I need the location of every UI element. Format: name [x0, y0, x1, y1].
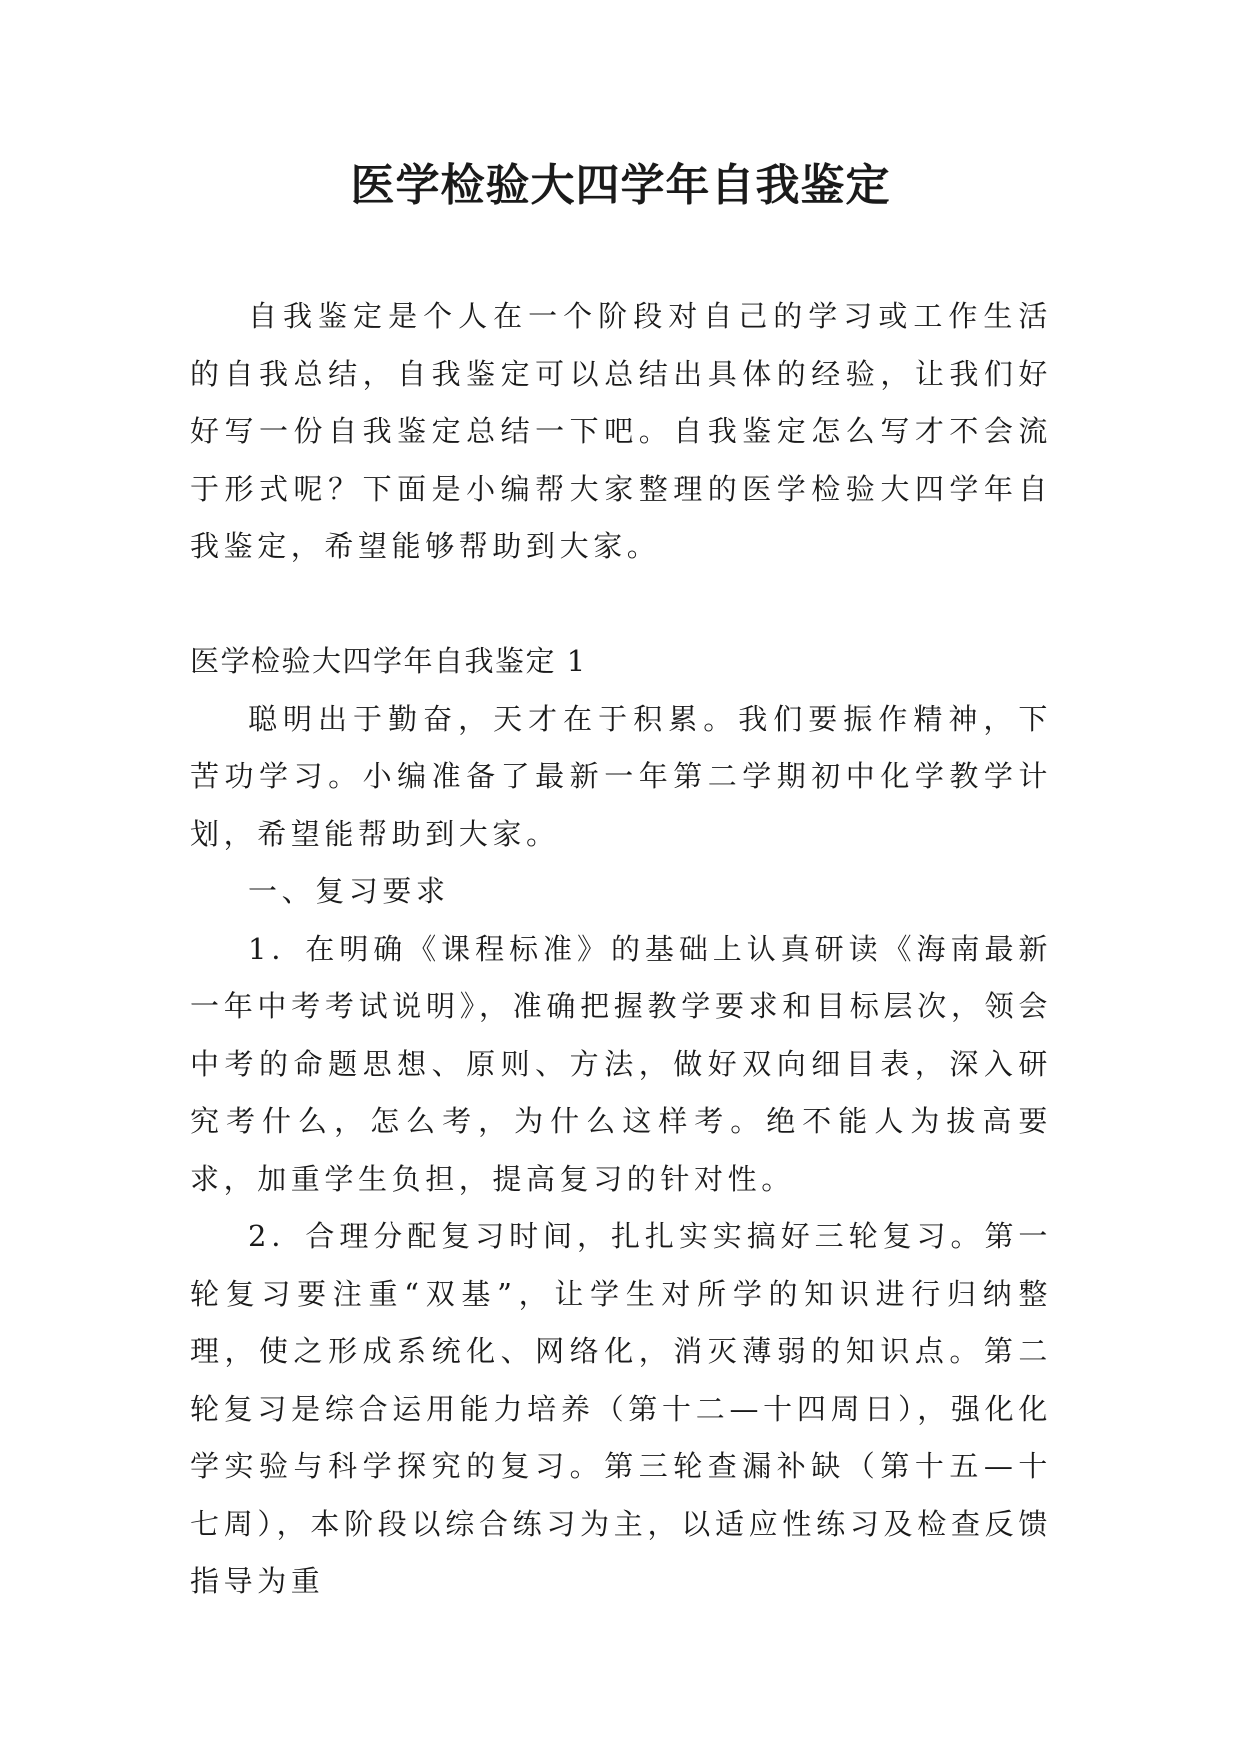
subsection-heading: 一、复习要求 — [248, 874, 450, 908]
body-paragraph: 2．合理分配复习时间，扎扎实实搞好三轮复习。第一轮复习要注重“双基”，让学生对所学的知识进行归纳整理，使之形成系统化、网络化，消灭薄弱的知识点。第二轮复习是综合运用能力培养（第十二—十四周日），强化化学实验与科学探究的复习。第三轮查漏补缺（第十五—十七周），本阶段以综合练习为主，以适应性练习及检查反馈指导为重 — [190, 1219, 1052, 1598]
document-body — [190, 288, 1052, 1611]
body-paragraph: 聪明出于勤奋，天才在于积累。我们要振作精神，下苦功学习。小编准备了最新一年第二学期初中化学教学计划，希望能帮助到大家。 — [190, 701, 1052, 851]
section-heading: 医学检验大四学年自我鉴定 1 — [190, 644, 587, 678]
intro-paragraph: 自我鉴定是个人在一个阶段对自己的学习或工作生活的自我总结，自我鉴定可以总结出具体的经验，让我们好好写一份自我鉴定总结一下吧。自我鉴定怎么写才不会流于形式呢？下面是小编帮大家整理的医学检验大四学年自我鉴定，希望能够帮助到大家。 — [190, 299, 1052, 563]
body-paragraph: 1．在明确《课程标准》的基础上认真研读《海南最新一年中考考试说明》，准确把握教学要求和目标层次，领会中考的命题思想、原则、方法，做好双向细目表，深入研究考什么，怎么考，为什么这样考。绝不能人为拔高要求，加重学生负担，提高复习的针对性。 — [190, 931, 1052, 1196]
document-title: 医学检验大四学年自我鉴定 — [350, 160, 891, 211]
paragraph-spacer — [190, 576, 1052, 634]
